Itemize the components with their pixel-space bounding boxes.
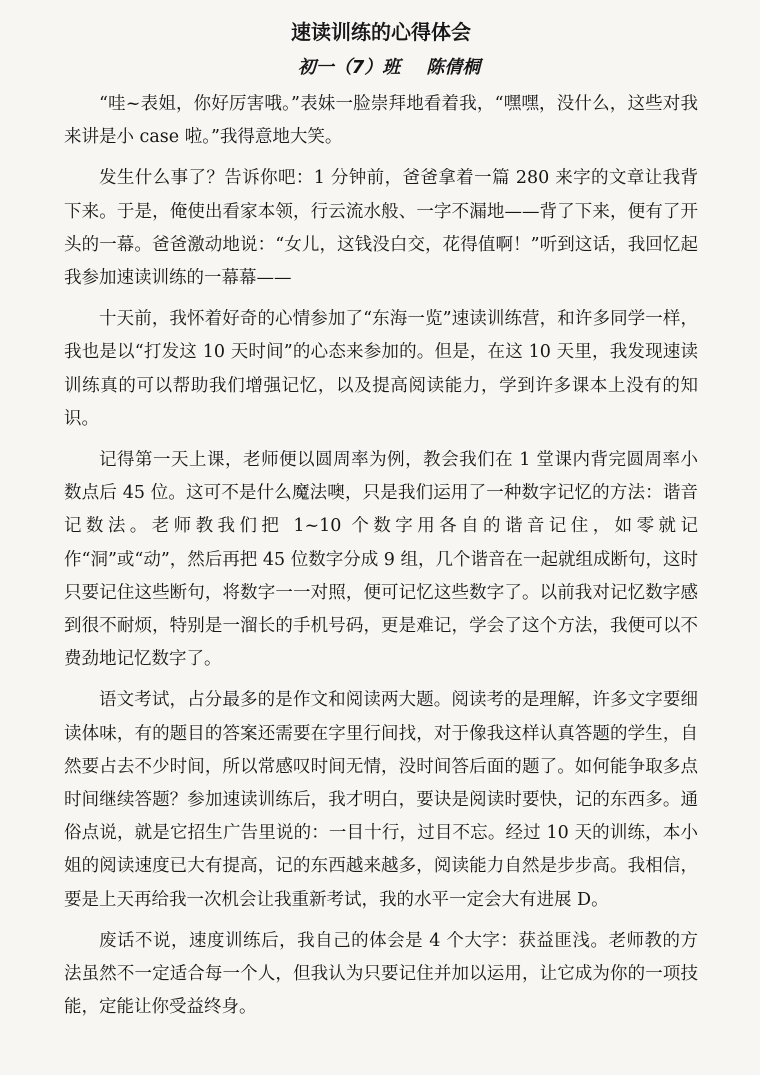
paragraph-5: 语文考试，占分最多的是作文和阅读两大题。阅读考的是理解，许多文字要细读体味，有的题目的答案还需要在字里行间找，对于像我这样认真答题的学生，自然要占去不少时间，所以常感叹时间无情，没时间答后面的题了。如何能争取多点时间继续答题？参加速读训练后，我才明白，要诀是阅读时要快，记的东西多。通俗点说，就是它招生广告里说的：一目十行，过目不忘。经过 10 天的训练，本小姐的阅读速度已大有提高，记的东西越来越多，阅读能力自然是步步高。我相信，要是上天再给我一次机会让我重新考试，我的水平一定会大有进展 D。: [64, 690, 698, 910]
class-name: 初一（7）班: [297, 57, 401, 78]
paragraph-6: 废话不说，速度训练后，我自己的体会是 4 个大字：获益匪浅。老师教的方法虽然不一定适合每一个人，但我认为只要记住并加以运用，让它成为你的一项技能，定能让你受益终身。: [64, 930, 698, 1018]
essay-title: 速读训练的心得体会: [291, 20, 471, 44]
paragraph-2: 发生什么事了？告诉你吧：1 分钟前，爸爸拿着一篇 280 来字的文章让我背下来。于是，俺使出看家本领，行云流水般、一字不漏地——背了下来，便有了开头的一幕。爸爸激动地说：“女儿，这钱没白交，花得值啊！”听到这话，我回忆起我参加速读训练的一幕幕——: [64, 168, 698, 289]
author-name: 陈倩桐: [426, 57, 481, 78]
byline: [64, 54, 698, 82]
paragraph-4: 记得第一天上课，老师便以圆周率为例，教会我们在 1 堂课内背完圆周率小数点后 45 位。这可不是什么魔法噢，只是我们运用了一种数字记忆的方法：谐音记数法。老师教我们把 1~10 个数字用各自的谐音记住，如零就记作“洞”或“动”，然后再把 45 位数字分成 9 组，几个谐音在一起就组成断句，这时只要记住这些断句，将数字一一对照，便可记忆这些数字了。以前我对记忆数字感到很不耐烦，特别是一溜长的手机号码，更是难记，学会了这个方法，我便可以不费劲地记忆数字了。: [64, 450, 698, 670]
paragraph-3: 十天前，我怀着好奇的心情参加了“东海一览”速读训练营，和许多同学一样，我也是以“打发这 10 天时间”的心态来参加的。但是，在这 10 天里，我发现速读训练真的可以帮助我们增强记忆，以及提高阅读能力，学到许多课本上没有的知识。: [64, 309, 698, 429]
paragraph-1: “哇~表姐，你好厉害哦。”表妹一脸崇拜地看着我，“嘿嘿，没什么，这些对我来讲是小 case 啦。”我得意地大笑。: [64, 94, 698, 148]
